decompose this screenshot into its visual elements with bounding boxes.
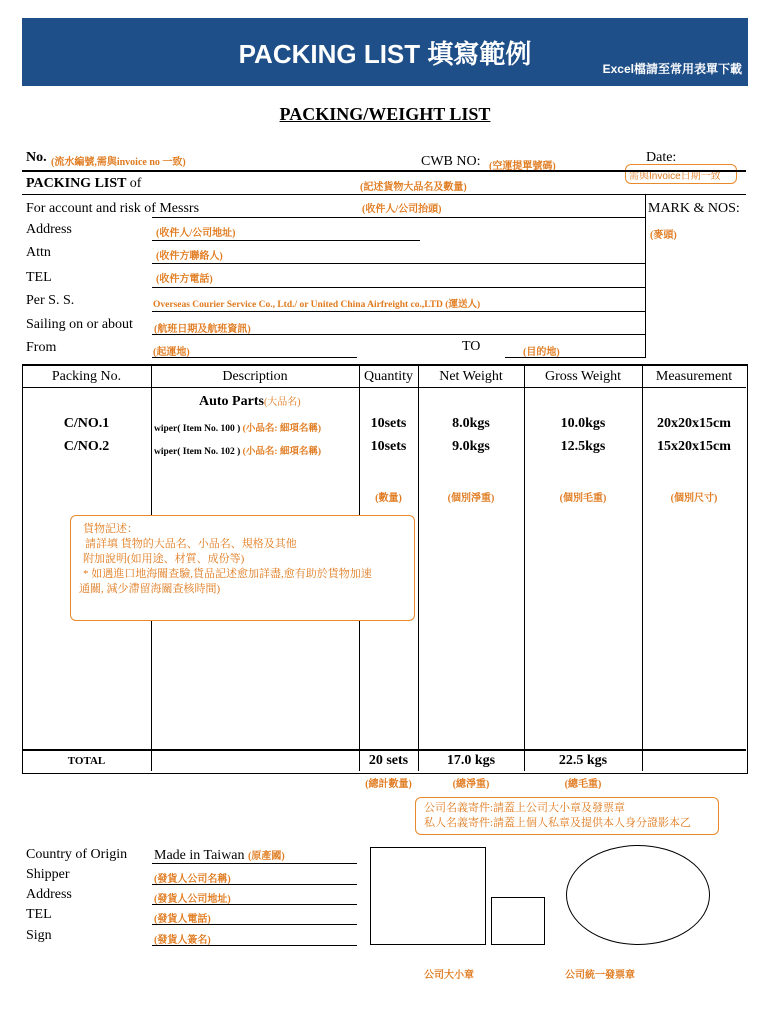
address-label: Address — [26, 222, 72, 237]
packing-list-label: PACKING LIST of — [26, 176, 142, 191]
meas-hint: (個別尺寸) — [670, 493, 718, 504]
perss-label: Per S. S. — [26, 293, 75, 308]
sailing-label: Sailing on or about — [26, 317, 133, 332]
table-row-meas: 15x20x15cm — [657, 439, 731, 454]
seal-note: 公司名義寄件:請蓋上公司大小章及發票章 私人名義寄件:請蓋上個人私章及提供本人身分證影本乙 — [424, 802, 692, 829]
mark-label: MARK & NOS: — [648, 201, 740, 216]
net-hint: (個別淨重) — [447, 493, 495, 504]
date-hint: 需與Invoice日期一致 — [629, 171, 721, 182]
shipper-tel-hint: (發貨人電話) — [154, 914, 211, 925]
goods-hint: (記述貨物大品名及數量) — [360, 182, 467, 193]
table-row-qty: 10sets — [370, 439, 407, 454]
col-header-description: Description — [222, 369, 288, 384]
total-net: 17.0 kgs — [446, 753, 496, 768]
to-label: TO — [462, 339, 481, 354]
table-row-desc: wiper( Item No. 100 ) (小品名: 細項名稱) — [154, 424, 322, 434]
divider — [152, 334, 645, 335]
shipper-address-label: Address — [26, 887, 72, 902]
total-qty: 20 sets — [368, 753, 409, 768]
tel-hint: (收件方電話) — [156, 274, 213, 285]
total-qty-hint: (總計數量) — [365, 779, 412, 790]
table-row-no: C/NO.1 — [63, 416, 110, 431]
total-label: TOTAL — [67, 755, 106, 767]
address-hint: (收件人/公司地址) — [156, 228, 236, 239]
description-note: 貨物記述： 請詳填 貨物的大品名、小品名、規格及其他 附加說明(如用途、材質、成份等) * 如遇進口地海關查驗,貨品記述愈加詳盡,愈有助於貨物加速 通關, 減少滯留海關查核時間) — [79, 523, 372, 595]
banner-title: PACKING LIST 填寫範例 — [238, 39, 532, 69]
divider — [22, 170, 746, 172]
table-row-qty: 10sets — [370, 416, 407, 431]
cwb-hint: (空運提單號碼) — [489, 161, 556, 172]
invoice-stamp-label: 公司統一發票章 — [565, 970, 635, 981]
account-label: For account and risk of Messrs — [26, 201, 200, 216]
attn-hint: (收件方聯絡人) — [156, 251, 223, 262]
tel-label: TEL — [26, 270, 52, 285]
total-gross: 22.5 kgs — [558, 753, 608, 768]
divider — [152, 311, 645, 312]
col-header-packing-no: Packing No. — [51, 369, 122, 384]
cwb-label: CWB NO: — [421, 154, 481, 169]
shipper-hint: (發貨人公司名稱) — [154, 874, 231, 885]
table-row-no: C/NO.2 — [63, 439, 110, 454]
table-row-gross: 10.0kgs — [560, 416, 606, 431]
col-header-quantity: Quantity — [364, 369, 413, 384]
divider — [152, 884, 357, 885]
sign-label: Sign — [26, 928, 52, 943]
total-net-hint: (總淨重) — [452, 779, 490, 790]
shipper-tel-label: TEL — [26, 907, 52, 922]
table-row-net: 9.0kgs — [452, 439, 490, 454]
divider — [152, 287, 645, 288]
sailing-hint: (航班日期及航班資訊) — [154, 324, 251, 335]
divider — [505, 357, 645, 358]
invoice-stamp-oval — [566, 845, 710, 945]
table-row-desc: wiper( Item No. 102 ) (小品名: 細項名稱) — [154, 447, 322, 457]
divider — [152, 924, 357, 925]
divider — [152, 240, 420, 241]
no-hint: (流水編號,需與invoice no 一致) — [51, 157, 186, 168]
gross-hint: (個別毛重) — [559, 493, 607, 504]
no-label: No. — [26, 150, 47, 165]
perss-hint: Overseas Courier Service Co., Ltd./ or United China Airfreight co.,LTD (運送人) — [153, 300, 481, 310]
divider — [152, 357, 357, 358]
total-gross-hint: (總毛重) — [564, 779, 602, 790]
qty-hint: (數量) — [375, 493, 402, 504]
divider — [152, 863, 357, 864]
table-row-gross: 12.5kgs — [560, 439, 606, 454]
divider — [152, 263, 645, 264]
company-stamp-label: 公司大小章 — [424, 970, 474, 981]
company-large-stamp-box — [370, 847, 486, 945]
divider — [152, 217, 645, 218]
company-small-stamp-box — [491, 897, 545, 945]
table-row-net: 8.0kgs — [452, 416, 490, 431]
table-header-divider — [22, 387, 746, 388]
attn-label: Attn — [26, 245, 51, 260]
col-header-gross-weight: Gross Weight — [544, 369, 621, 384]
document-title: PACKING/WEIGHT LIST — [279, 104, 491, 124]
date-label: Date: — [646, 150, 677, 165]
account-hint: (收件人/公司抬頭) — [362, 204, 442, 215]
group-title: Auto Parts(大品名) — [199, 394, 301, 409]
total-divider — [22, 749, 746, 751]
from-label: From — [26, 340, 57, 355]
header-banner — [22, 18, 748, 86]
from-hint: (起運地) — [153, 347, 190, 358]
mark-hint: (麥頭) — [650, 230, 677, 241]
seal-note-box — [415, 797, 719, 835]
mark-divider — [645, 194, 646, 358]
origin-label: Country of Origin — [26, 847, 128, 862]
divider — [22, 194, 746, 195]
col-header-net-weight: Net Weight — [439, 369, 503, 384]
origin-value: Made in Taiwan (原產國) — [154, 848, 285, 863]
table-row-meas: 20x20x15cm — [657, 416, 731, 431]
to-hint: (目的地) — [523, 347, 560, 358]
description-note-box — [70, 515, 415, 621]
shipper-address-hint: (發貨人公司地址) — [154, 894, 231, 905]
divider — [152, 904, 357, 905]
shipper-label: Shipper — [26, 867, 70, 882]
col-header-measurement: Measurement — [655, 369, 733, 384]
banner-subtitle: Excel檔請至常用表單下載 — [602, 62, 742, 76]
sign-hint: (發貨人簽名) — [154, 935, 211, 946]
divider — [152, 945, 357, 946]
